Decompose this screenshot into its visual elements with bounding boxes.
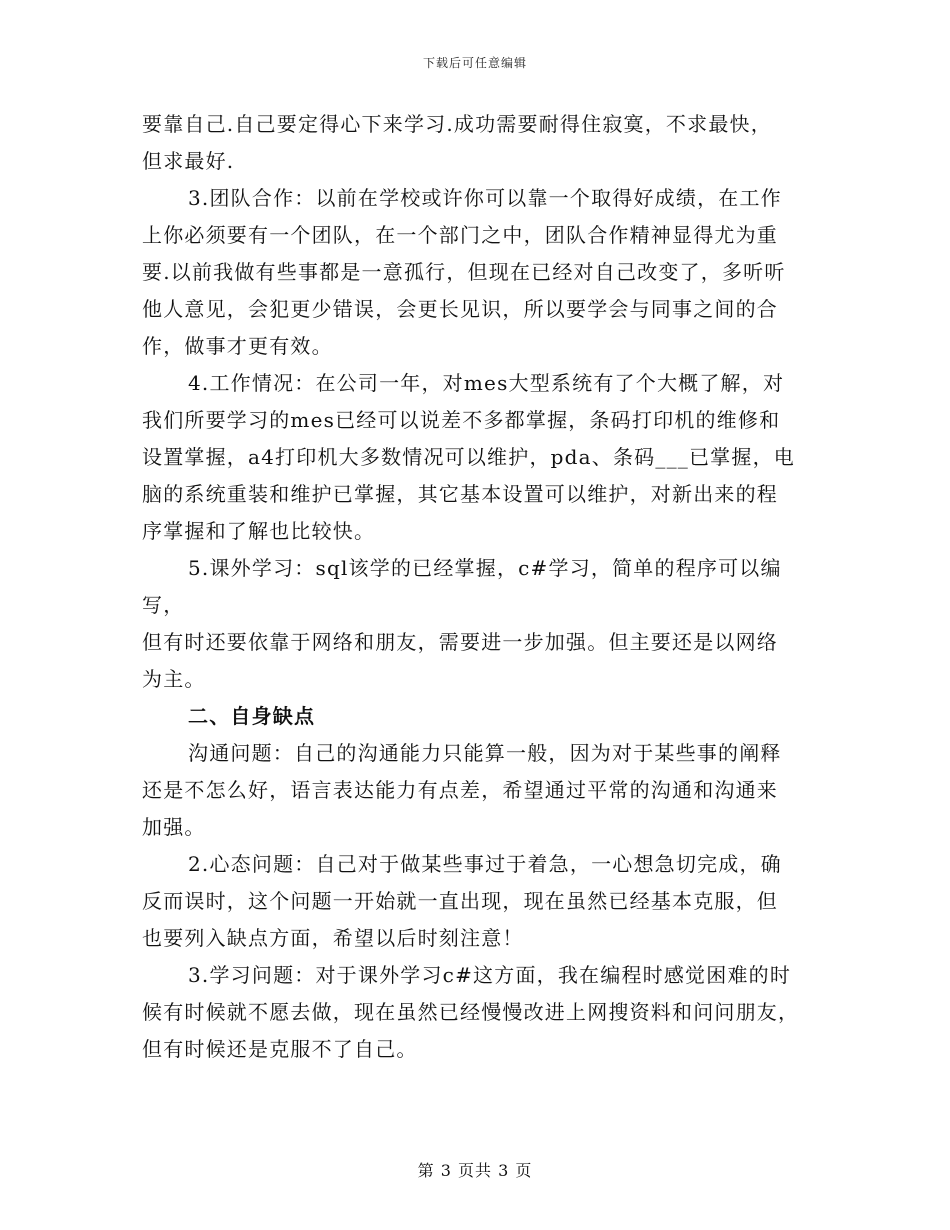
paragraph-intro-continuation: 要靠自己.自己要定得心下来学习.成功需要耐得住寂寞，不求最快， 但求最好. [142,112,772,173]
page-header: 下载后可任意编辑 [422,56,527,70]
section-heading-shortcomings: 二、自身缺点 [188,704,316,728]
paragraph-learning: 3.学习问题：对于课外学习c#这方面，我在编程时感觉困难的时 候有时候就不愿去做，现在虽然已经慢慢改进上网搜资料和问问朋友， 但有时候还是克服不了自己。 [142,963,800,1061]
page-footer: 第 3 页共 3 页 [417,1161,533,1180]
paragraph-communication: 沟通问题：自己的沟通能力只能算一般，因为对于某些事的阐释 还是不怎么好，语言表达能力有点差，希望通过平常的沟通和沟通来 加强。 [142,741,782,839]
paragraph-work-situation: 4.工作情况：在公司一年，对mes大型系统有了个大概了解，对 我们所要学习的mes已经可以说差不多都掌握，条码打印机的维修和 设置掌握，a4打印机大多数情况可以维护，pda、条码___已掌握，电 脑的系统重装和维护已掌握，其它基本设置可以维护，对新出来的程 序掌握和了解也比较快。 [142,371,795,543]
paragraph-extra-study: 5.课外学习：sql该学的已经掌握，c#学习，简单的程序可以编写， 但有时还要依靠于网络和朋友，需要进一步加强。但主要还是以网络 为主。 [142,556,782,691]
paragraph-teamwork: 3.团队合作：以前在学校或许你可以靠一个取得好成绩，在工作 上你必须要有一个团队，在一个部门之中，团队合作精神显得尤为重 要.以前我做有些事都是一意孤行，但现在已经对自己改变了，多听听 他人意见，会犯更少错误，会更长见识，所以要学会与同事之间的合 作，做事才更有效。 [142,186,786,358]
paragraph-mindset: 2.心态问题：自己对于做某些事过于着急，一心想急切完成，确 反而误时，这个问题一开始就一直出现，现在虽然已经基本克服，但 也要列入缺点方面，希望以后时刻注意！ [142,852,782,950]
document-body [142,106,814,1068]
